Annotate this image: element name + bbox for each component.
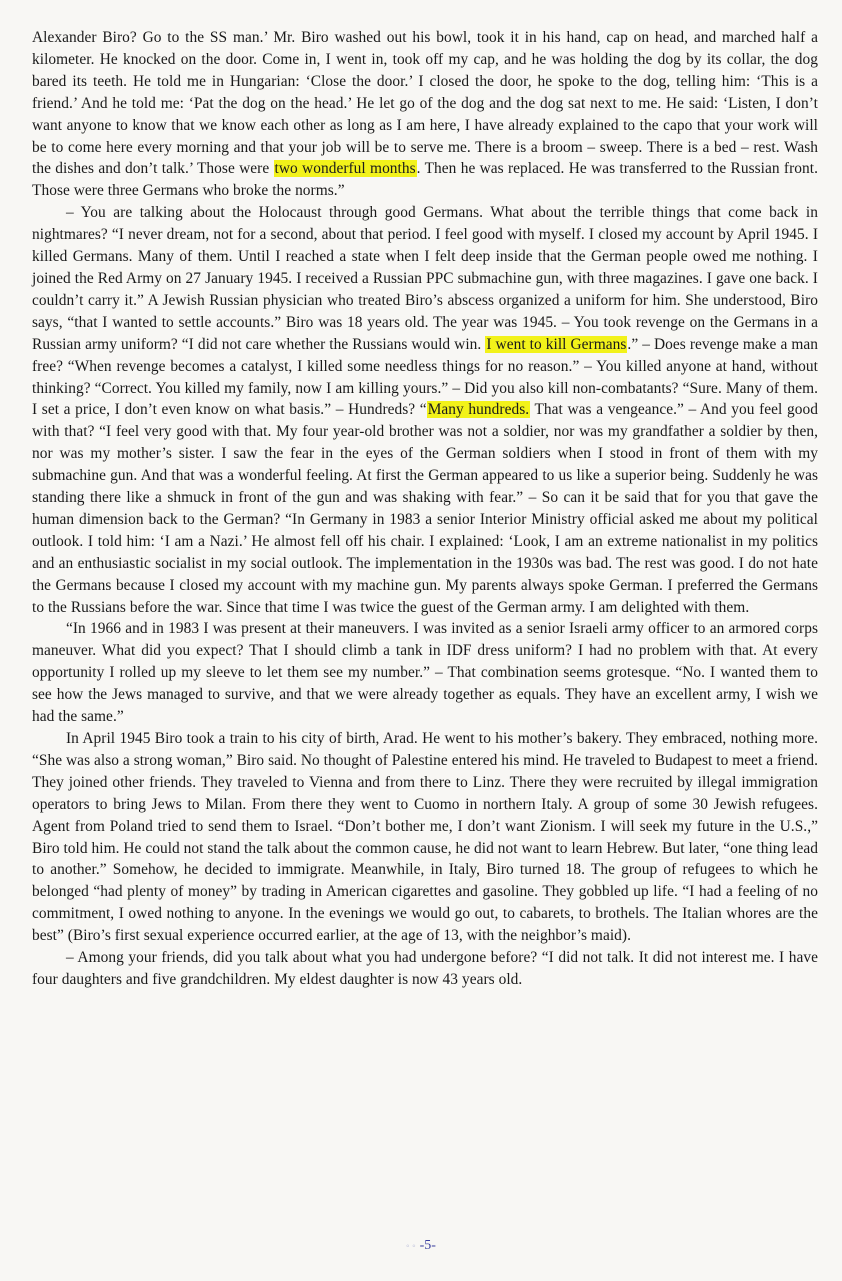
text-segment: Alexander Biro? Go to the SS man.’ Mr. Biro washed out his bowl, took it in his hand, cap on head, and marched half a kilometer. He knocked on the door. Come in, I went in, took off my cap, and he was holding the dog by its collar, the dog bared its teeth. He told me in Hungarian: ‘Close the door.’ I closed the door, he spoke to the dog, telling him: ‘This is a friend.’ And he told me: ‘Pat the dog on the head.’ He let go of the dog and the dog sat next to me. He said: ‘Listen, I don’t want anyone to know that we know each other as long as I am here, I have already explained to the capo that your work will be to come here every morning and that your job will be to serve me. There is a broom – sweep. There is a bed – rest. Wash the dishes and don’t talk.’ Those were bbox=[32, 29, 818, 178]
page-number: -5- bbox=[419, 1238, 436, 1253]
text-segment: .” – Does revenge make a man free? “When revenge becomes a catalyst, I killed some needless things for no reason.” – You killed anyone at hand, without thinking? “Correct. You killed my family, now I am killing yours.” – Did you also kill non-combatants? “Sure. Many of them. I set a price, I don’t even know on what basis.” – Hundreds? “ bbox=[32, 335, 819, 419]
footer-ornament-icon: ◦ ◦ bbox=[406, 1241, 416, 1252]
text-segment: – Among your friends, did you talk about what you had undergone before? “I did not talk. It did not interest me. I have four daughters and five grandchildren. My eldest daughter is now 43 years old. bbox=[32, 949, 818, 988]
highlighted-text: Many hundreds. bbox=[427, 401, 530, 419]
text-segment: – You are talking about the Holocaust through good Germans. What about the terrible things that come back in nightmares? “I never dream, not for a second, about that period. I feel good with myself. I closed my account by April 1945. I killed Germans. Many of them. Until I reached a state when I felt deep inside that the German people owed me nothing. I joined the Red Army on 27 January 1945. I received a Russian PPC submachine gun, with three magazines. I gave one back. I couldn’t carry it.” A Jewish Russian physician who treated Biro’s abscess organized a uniform for him. She understood, Biro says, “that I wanted to settle accounts.” Biro was 18 years old. The year was 1945. – You took revenge on the Germans in a Russian army uniform? “I did not care whether the Russians would win. bbox=[32, 204, 818, 353]
text-segment: “In 1966 and in 1983 I was present at their maneuvers. I was invited as a senior Israeli army officer to an armored corps maneuver. What did you expect? That I should climb a tank in IDF dress uniform? I had no problem with that. At every opportunity I rolled up my sleeve to let them see my number.” – That combination seems grotesque. “No. I wanted them to see how the Jews managed to survive, and that we were already together as equals. They have an excellent army, I wish we had the same.” bbox=[32, 620, 818, 726]
text-segment: . Then he was replaced. He was transferred to the Russian front. Those were three Germans who broke the norms.” bbox=[32, 160, 818, 200]
text-segment: That was a vengeance.” – And you feel good with that? “I feel very good with that. My four year-old brother was not a soldier, nor was my grandfather a soldier by then, nor was my mother’s sister. I saw the fear in the eyes of the German soldiers when I stood in front of them with my submachine gun. And that was a wonderful feeling. At first the German appeared to us like a superior being. Suddenly he was standing there like a shmuck in front of the gun and was shaking with fear.” – So can it be said that for you that gave the human dimension back to the German? “In Germany in 1983 a senior Interior Ministry official asked me about my political outlook. I told him: ‘I am a Nazi.’ He almost fell off his chair. I explained: ‘Look, I am an extreme nationalist in my politics and an enthusiastic socialist in my social outlook. The implementation in the 1930s was bad. The rest was good. I do not hate the Germans because I closed my account with my machine gun. My parents always spoke German. I preferred the Germans to the Russians before the war. Since that time I was twice the guest of the German army. I am delighted with them. bbox=[32, 401, 818, 616]
article-body bbox=[32, 27, 818, 991]
paragraph bbox=[32, 728, 818, 947]
paragraph bbox=[32, 618, 818, 728]
paragraph bbox=[32, 27, 818, 202]
paragraph bbox=[32, 947, 818, 991]
page-footer bbox=[0, 1238, 842, 1254]
text-segment: In April 1945 Biro took a train to his city of birth, Arad. He went to his mother’s bakery. They embraced, nothing more. “She was also a strong woman,” Biro said. No thought of Palestine entered his mind. He traveled to Budapest to meet a friend. They joined other friends. They traveled to Vienna and from there to Linz. There they were recruited by illegal immigration operators to bring Jews to Milan. From there they went to Cuomo in northern Italy. A group of some 30 Jewish refugees. Agent from Poland tried to send them to Israel. “Don’t bother me, I don’t want Zionism. I will seek my future in the U.S.,” Biro told him. He could not stand the talk about the common cause, he did not want to learn Hebrew. But later, “one thing lead to another.” Somehow, he decided to immigrate. Meanwhile, in Italy, Biro turned 18. The group of refugees to which he belonged “had plenty of money” by trading in American cigarettes and gasoline. They gobbled up life. “I had a feeling of no commitment, I owed nothing to anyone. In the evenings we would go out, to cabarets, to brothels. The Italian whores are the best” (Biro’s first sexual experience occurred earlier, at the age of 13, with the neighbor’s maid). bbox=[32, 730, 818, 945]
paragraph bbox=[32, 202, 818, 618]
highlighted-text: two wonderful months bbox=[274, 160, 416, 178]
highlighted-text: I went to kill Germans bbox=[486, 335, 627, 353]
